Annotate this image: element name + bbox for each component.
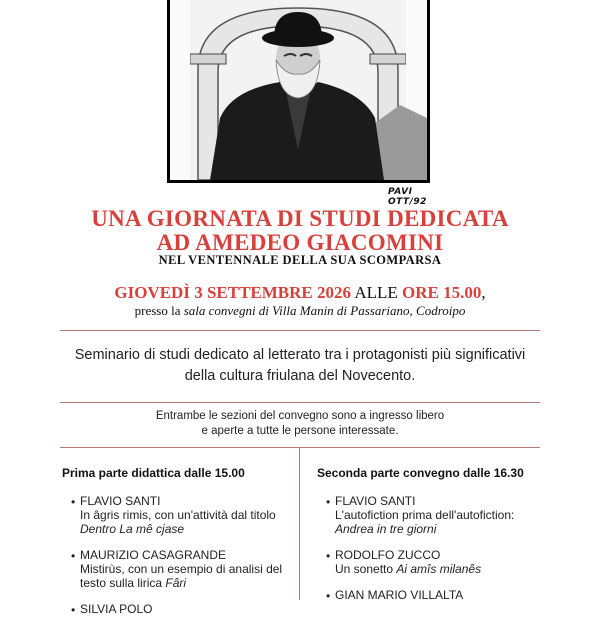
photographer-signature: [388, 187, 432, 207]
bullet-icon: •: [326, 549, 331, 563]
event-date: GIOVEDÌ 3 SETTEMBRE 2026: [114, 283, 352, 302]
right-program-column: [317, 466, 547, 614]
speaker-name: MAURIZIO CASAGRANDE: [80, 548, 227, 562]
talk-description: L'autofiction prima dell'autofiction: Andrea in tre giorni: [335, 508, 515, 536]
left-program-column: [62, 466, 292, 628]
bullet-icon: •: [326, 589, 331, 603]
title-line-2: AD AMEDEO GIACOMINI: [156, 230, 444, 255]
left-section-heading: Prima parte didattica dalle 15.00: [62, 466, 245, 480]
list-item: [62, 494, 292, 536]
signature-line-2: OTT/92: [388, 197, 427, 207]
speaker-name: GIAN MARIO VILLALTA: [335, 588, 464, 602]
divider: [60, 330, 540, 331]
date-connector: ALLE: [351, 283, 403, 302]
list-item: [317, 548, 547, 576]
venue: sala convegni di Villa Manin di Passariano, Codroipo: [183, 303, 466, 318]
date-end: ,: [481, 283, 486, 302]
talk-description: Mistirùs, con un esempio di analisi del testo sulla lirica Fâri: [80, 562, 283, 590]
portrait-image: [170, 0, 427, 180]
bullet-icon: •: [71, 495, 76, 509]
bullet-icon: •: [326, 495, 331, 509]
intro-text: Seminario di studi dedicato al letterato tra i protagonisti più significativi della cultura friulana del Novecento.: [74, 347, 526, 384]
list-item: [317, 494, 547, 536]
subtitle: NEL VENTENNALE DELLA SUA SCOMPARSA: [158, 253, 442, 267]
right-speaker-list: [317, 494, 547, 602]
left-speaker-list: [62, 494, 292, 616]
signature-line-1: PAVI: [388, 187, 413, 197]
talk-description: In âgris rimis, con un'attività dal titolo Dentro La mê cjase: [80, 508, 276, 536]
access-line-1: Entrambe le sezioni del convegno sono a ingresso libero: [155, 410, 445, 422]
talk-description: Un sonetto Ai amîs milanês: [335, 562, 482, 576]
column-divider: [299, 447, 300, 600]
right-section-heading: Seconda parte convegno dalle 16.30: [317, 466, 524, 480]
speaker-name: RODOLFO ZUCCO: [335, 548, 441, 562]
list-item: [62, 548, 292, 590]
bullet-icon: •: [71, 549, 76, 563]
access-note: [60, 409, 540, 439]
speaker-name: FLAVIO SANTI: [335, 494, 416, 508]
access-line-2: e aperte a tutte le persone interessate.: [201, 425, 399, 437]
event-date-line: [0, 283, 600, 303]
bullet-icon: •: [71, 603, 76, 617]
speaker-name: SILVIA POLO: [80, 602, 153, 616]
portrait-photo: [167, 0, 430, 183]
divider: [60, 402, 540, 403]
speaker-name: FLAVIO SANTI: [80, 494, 161, 508]
place-prefix: presso la: [134, 303, 184, 318]
divider: [60, 447, 540, 448]
event-time: ORE 15.00: [402, 283, 482, 302]
event-place-line: [0, 303, 600, 319]
title-line-1: UNA GIORNATA DI STUDI DEDICATA: [91, 206, 509, 231]
list-item: [62, 602, 292, 616]
